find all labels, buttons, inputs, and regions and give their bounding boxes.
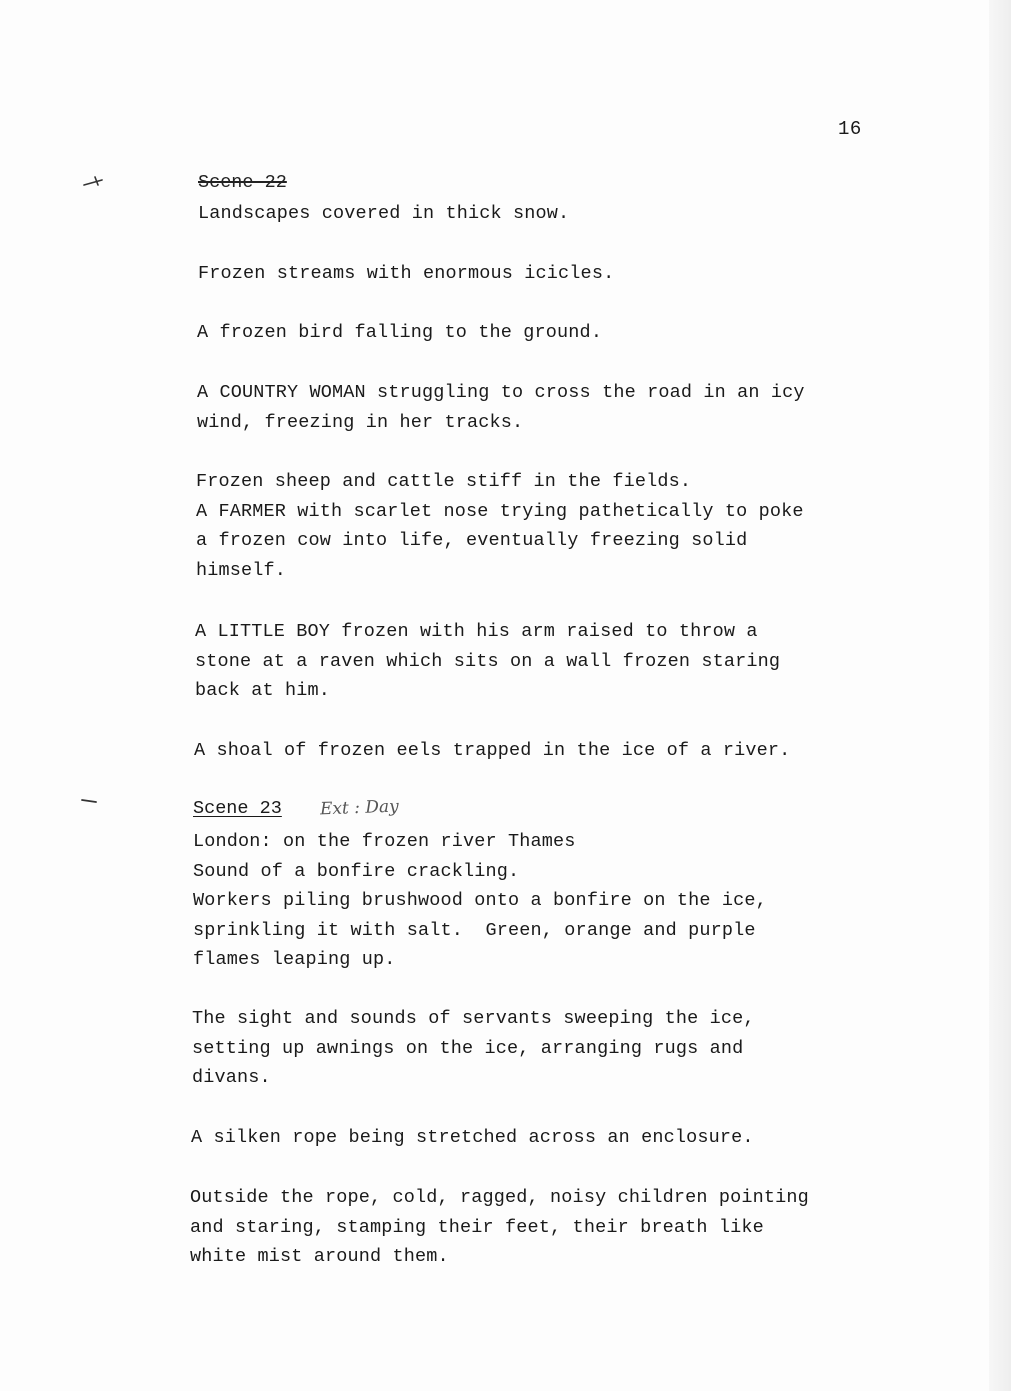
arrow-margin-mark-icon — [83, 176, 103, 188]
dash-margin-mark-icon — [81, 797, 97, 805]
scene-23-heading: Scene 23 — [193, 798, 282, 819]
scene-23-paragraph: A silken rope being stretched across an enclosure. — [191, 1127, 754, 1148]
scene-22-paragraph: A frozen bird falling to the ground. — [197, 322, 603, 343]
handwritten-note: Ext : Day — [319, 796, 400, 820]
scene-22-paragraph: Frozen streams with enormous icicles. — [198, 263, 615, 284]
page-edge-shadow — [989, 0, 1011, 1391]
scene-23-paragraph: London: on the frozen river Thames Sound of a bonfire crackling. Workers piling brushwood onto a bonfire on the ice, sprinkling it with salt. Green, orange and purple flames leaping up. — [193, 831, 767, 970]
scene-22-heading: Scene 22 — [198, 172, 287, 193]
page-number: 16 — [838, 118, 862, 140]
scene-22-paragraph: A LITTLE BOY frozen with his arm raised to throw a stone at a raven which sits on a wall frozen staring back at him. — [195, 621, 781, 701]
scene-22-paragraph: Landscapes covered in thick snow. — [198, 203, 570, 224]
scene-22-paragraph: A shoal of frozen eels trapped in the ice of a river. — [194, 740, 791, 761]
scene-22-paragraph: Frozen sheep and cattle stiff in the fields. A FARMER with scarlet nose trying pathetically to poke a frozen cow into life, eventually freezing solid himself. — [196, 471, 804, 581]
scene-23-paragraph: The sight and sounds of servants sweeping the ice, setting up awnings on the ice, arranging rugs and divans. — [192, 1008, 755, 1088]
scene-23-paragraph: Outside the rope, cold, ragged, noisy children pointing and staring, stamping their feet, their breath like white mist around them. — [190, 1187, 809, 1267]
scene-22-paragraph: A COUNTRY WOMAN struggling to cross the road in an icy wind, freezing in her tracks. — [197, 382, 805, 433]
